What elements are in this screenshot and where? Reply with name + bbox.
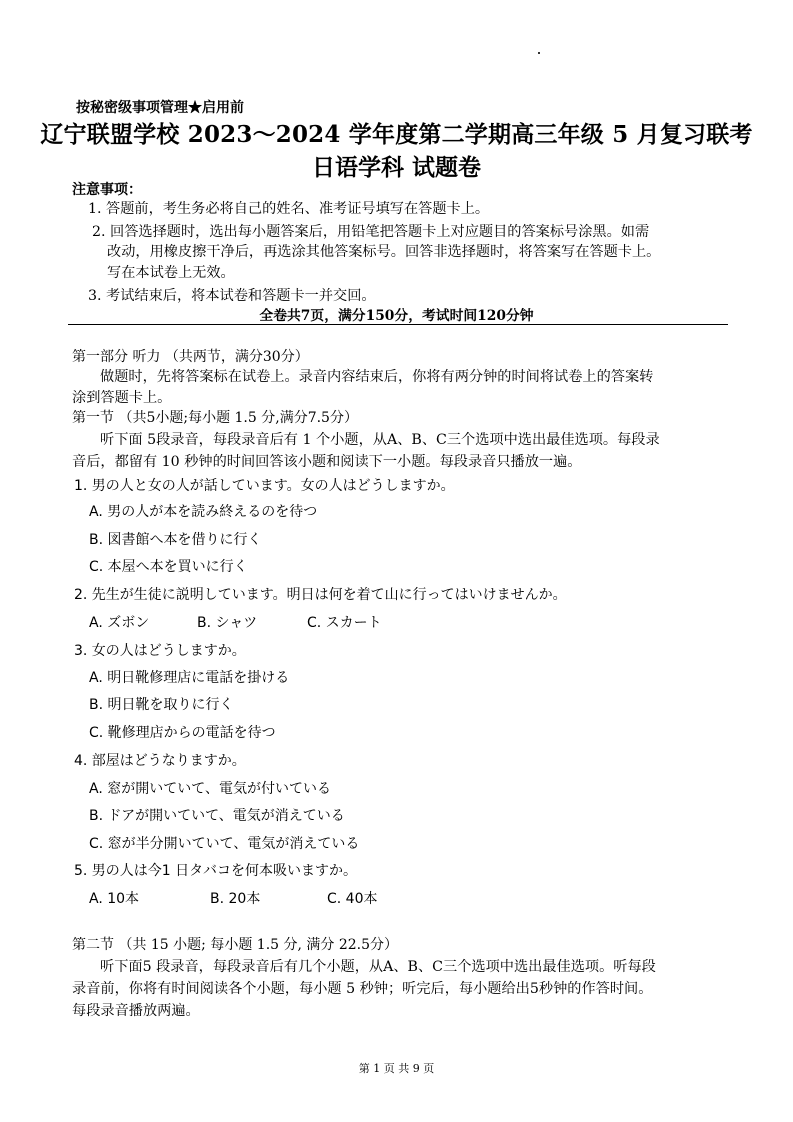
notice-heading: 注意事项： — [72, 182, 142, 198]
question-2-stem: 2. 先生が生徒に説明しています。明日は何を着て山に行ってはいけませんか。 — [74, 587, 567, 603]
question-1-option-c: C. 本屋へ本を買いに行く — [89, 559, 248, 575]
question-5-option-a: A. 10本 — [89, 891, 140, 907]
part1-instruction-line2: 涂到答题卡上。 — [72, 390, 172, 406]
question-2-option-b: B. シャツ — [197, 615, 258, 631]
question-1-option-a: A. 男の人が本を読み終えるのを待つ — [89, 504, 318, 520]
header-divider — [68, 324, 728, 325]
question-3-option-c: C. 靴修理店からの電話を待つ — [89, 725, 276, 741]
question-5-option-c: C. 40本 — [327, 891, 378, 907]
notice-item-2-line3: 写在本试卷上无效。 — [107, 265, 235, 281]
notice-item-2-line2: 改动，用橡皮擦干净后，再选涂其他答案标号。回答非选择题时，将答案写在答题卡上。 — [107, 244, 661, 260]
question-3-stem: 3. 女の人はどうしますか。 — [74, 643, 246, 659]
secrecy-label: 按秘密级事项管理★启用前 — [76, 100, 244, 116]
exam-title: 辽宁联盟学校 2023～2024 学年度第二学期高三年级 5 月复习联考 — [40, 121, 753, 148]
question-4-option-b: B. ドアが開いていて、電気が消えている — [89, 808, 345, 824]
notice-item-1: 1. 答题前，考生务必将自己的姓名、准考证号填写在答题卡上。 — [88, 201, 490, 217]
section2-heading: 第二节 （共 15 小题; 每小题 1.5 分, 满分 22.5分） — [72, 937, 399, 953]
question-4-option-c: C. 窓が半分開いていて、電気が消えている — [89, 836, 360, 852]
question-3-option-b: B. 明日靴を取りに行く — [89, 697, 234, 713]
section1-instruction-line1: 听下面 5段录音，每段录音后有 1 个小题，从A、B、C三个选项中选出最佳选项。每段录 — [100, 432, 660, 448]
question-2-option-c: C. スカート — [307, 615, 382, 631]
notice-item-2-line1: 2. 回答选择题时，选出每小题答案后，用铅笔把答题卡上对应题目的答案标号涂黑。如需 — [92, 224, 650, 240]
section2-instruction-line2: 录音前，你将有时间阅读各个小题，每小题 5 秒钟；听完后，每小题给出5秒钟的作答时间。 — [72, 981, 653, 997]
exam-subtitle: 日语学科 试题卷 — [311, 154, 481, 181]
notice-item-3: 3. 考试结束后，将本试卷和答题卡一并交回。 — [88, 288, 376, 304]
section1-heading: 第一节 （共5小题;每小题 1.5 分,满分7.5分） — [72, 410, 358, 426]
question-4-stem: 4. 部屋はどうなりますか。 — [74, 753, 246, 769]
part1-instruction-line1: 做题时，先将答案标在试卷上。录音内容结束后，你将有两分钟的时间将试卷上的答案转 — [100, 369, 654, 385]
question-5-stem: 5. 男の人は今1 日タバコを何本吸いますか。 — [74, 863, 358, 879]
question-3-option-a: A. 明日靴修理店に電話を掛ける — [89, 670, 290, 686]
section1-instruction-line2: 音后，都留有 10 秒钟的时间回答该小题和阅读下一小题。每段录音只播放一遍。 — [72, 454, 582, 470]
part1-heading: 第一部分 听力 （共两节，满分30分） — [72, 349, 309, 365]
question-5-option-b: B. 20本 — [210, 891, 261, 907]
section2-instruction-line3: 每段录音播放两遍。 — [72, 1003, 200, 1019]
question-1-stem: 1. 男の人と女の人が話しています。女の人はどうしますか。 — [74, 478, 455, 494]
question-2-option-a: A. ズボン — [89, 615, 150, 631]
section2-instruction-line1: 听下面5 段录音，每段录音后有几个小题，从A、B、C三个选项中选出最佳选项。听每段 — [100, 959, 656, 975]
exam-summary: 全卷共7页，满分150分，考试时间120分钟 — [259, 308, 534, 324]
question-1-option-b: B. 図書館へ本を借りに行く — [89, 532, 262, 548]
scan-speck — [538, 52, 540, 54]
page-number: 第 1 页 共 9 页 — [358, 1062, 435, 1075]
question-4-option-a: A. 窓が開いていて、電気が付いている — [89, 781, 331, 797]
